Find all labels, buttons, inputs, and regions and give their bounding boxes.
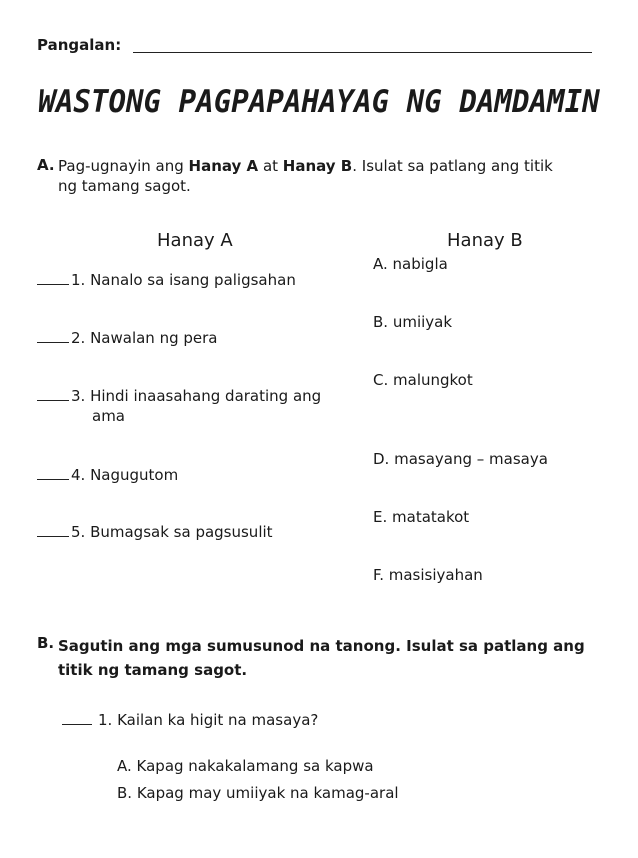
name-label: Pangalan: [37, 36, 122, 54]
instruction-text: Pag-ugnayin ang [58, 157, 189, 175]
section-b-instruction-line1: Sagutin ang mga sumusunod na tanong. Isulat sa patlang ang [58, 637, 585, 655]
column-b-item-a: A. nabigla [373, 255, 448, 273]
name-blank-line[interactable] [133, 52, 592, 53]
instruction-bold-hanay-a: Hanay A [188, 157, 259, 175]
column-a-item-text: 2. Nawalan ng pera [71, 329, 218, 347]
question-1-text: 1. Kailan ka higit na masaya? [98, 711, 319, 729]
answer-blank[interactable] [62, 712, 92, 725]
column-a-item-3-continuation: ama [92, 407, 125, 425]
question-1-option-a: A. Kapag nakakalamang sa kapwa [117, 757, 374, 775]
question-1 [62, 711, 318, 729]
section-b-instruction-line2: titik ng tamang sagot. [58, 661, 248, 679]
column-a-item-3 [37, 387, 321, 405]
instruction-bold-hanay-b: Hanay B [282, 157, 353, 175]
column-b-item-e: E. matatakot [373, 508, 470, 526]
column-b-item-c: C. malungkot [373, 371, 473, 389]
answer-blank[interactable] [37, 272, 69, 285]
column-a-item-4 [37, 466, 178, 484]
section-b-letter: B. [37, 634, 55, 652]
instruction-text: . Isulat sa patlang ang titik [352, 157, 553, 175]
column-b-item-d: D. masayang – masaya [373, 450, 548, 468]
column-a-header: Hanay A [157, 230, 233, 251]
answer-blank[interactable] [37, 330, 69, 343]
column-a-item-text: 5. Bumagsak sa pagsusulit [71, 523, 273, 541]
answer-blank[interactable] [37, 467, 69, 480]
section-b-instruction [58, 634, 608, 682]
answer-blank[interactable] [37, 388, 69, 401]
worksheet-title: WASTONG PAGPAPAHAYAG NG DAMDAMIN [38, 84, 600, 120]
column-a-item-5 [37, 523, 273, 541]
column-a-item-2 [37, 329, 218, 347]
column-b-item-b: B. umiiyak [373, 313, 453, 331]
column-b-item-f: F. masisiyahan [373, 566, 483, 584]
column-a-item-1 [37, 271, 296, 289]
question-1-option-b: B. Kapag may umiiyak na kamag-aral [117, 784, 399, 802]
column-a-item-text: 1. Nanalo sa isang paligsahan [71, 271, 296, 289]
column-b-header: Hanay B [447, 230, 523, 251]
section-a-instruction [58, 156, 603, 177]
column-a-item-text: 4. Nagugutom [71, 466, 179, 484]
section-a-instruction-line2: ng tamang sagot. [58, 177, 191, 195]
answer-blank[interactable] [37, 524, 69, 537]
column-a-item-text: 3. Hindi inaasahang darating ang [71, 387, 322, 405]
section-a-letter: A. [37, 156, 55, 174]
instruction-text: at [258, 157, 283, 175]
